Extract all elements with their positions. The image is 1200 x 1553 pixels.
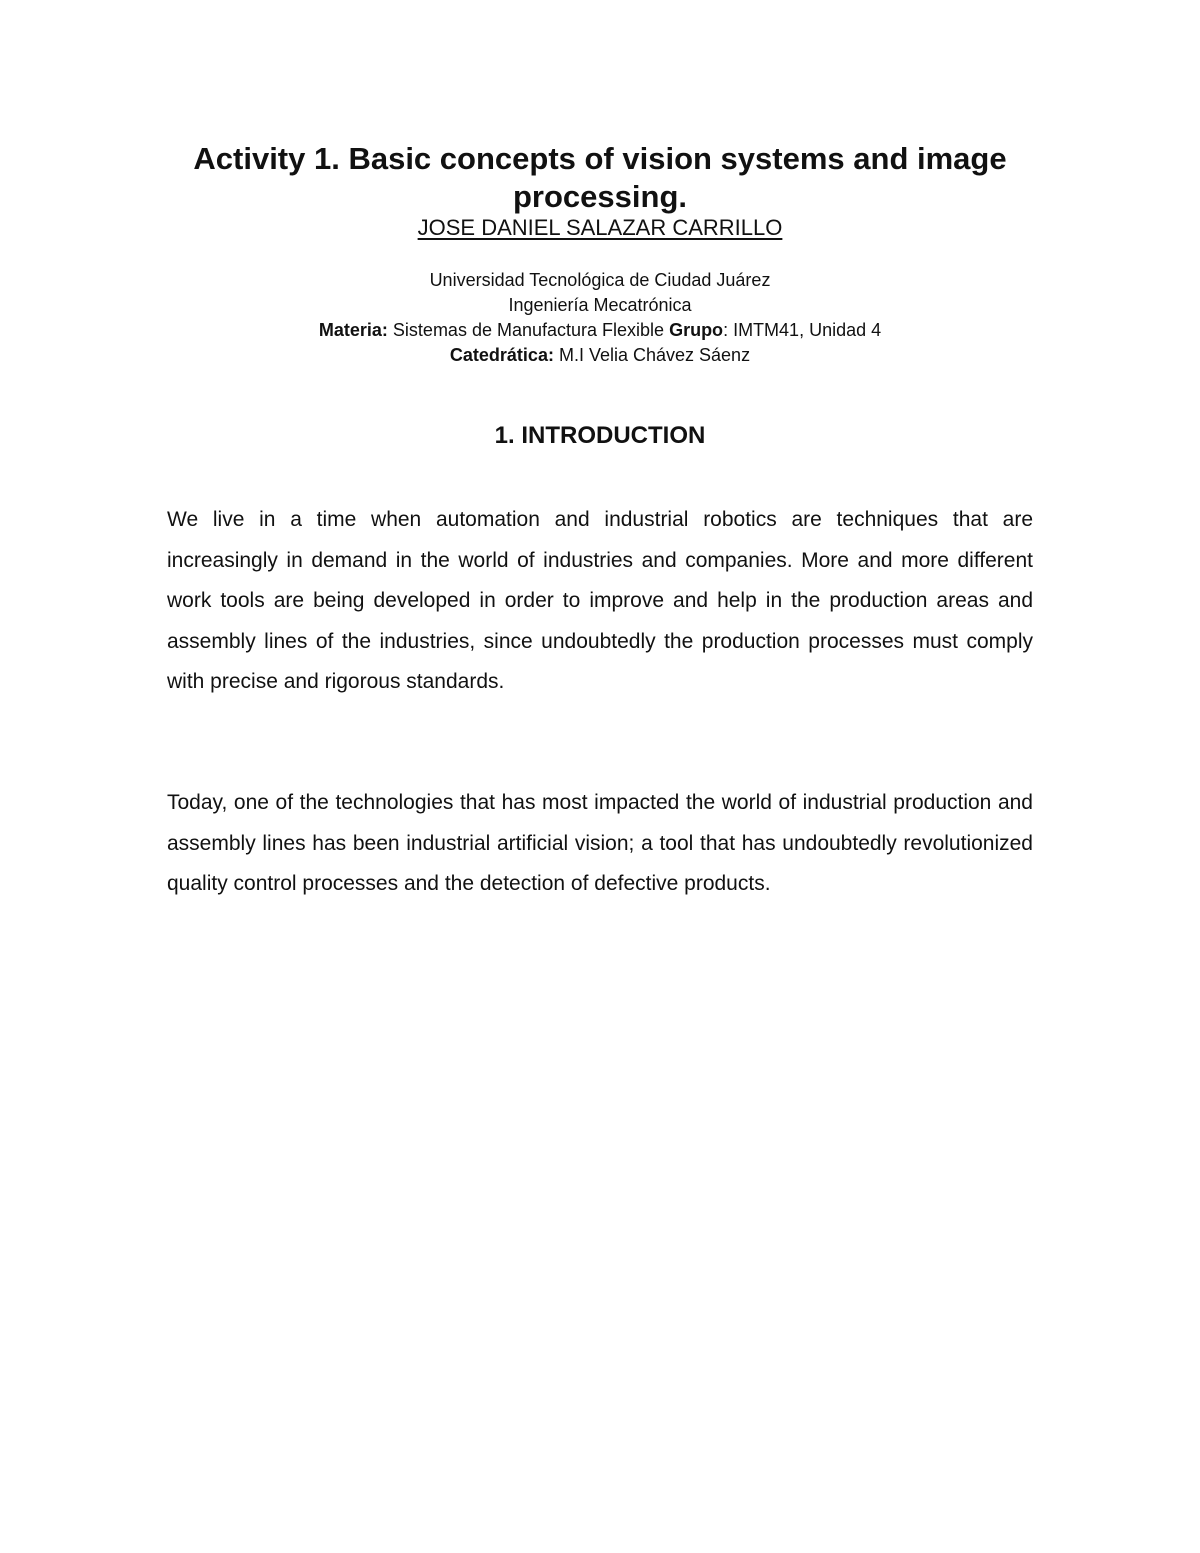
intro-paragraph: We live in a time when automation and industrial robotics are techniques that are increasingly in demand in the world of industries and companies. More and more different work tools are being developed in order to improve and help in the production areas and assembly lines of the industries, since undoubtedly the production processes must comply with precise and rigorous standards. xyxy=(167,508,1033,693)
affiliation-block xyxy=(150,268,1050,368)
grupo-label: Grupo xyxy=(669,320,724,340)
document-title: Activity 1. Basic concepts of vision systems and image processing. xyxy=(193,141,1007,214)
course-line xyxy=(150,318,1050,343)
grupo-value: : IMTM41, Unidad 4 xyxy=(723,320,882,340)
author-line xyxy=(150,214,1050,242)
university-name: Universidad Tecnológica de Ciudad Juárez xyxy=(429,270,771,290)
materia-label: Materia: xyxy=(318,320,388,340)
body-paragraph: Today, one of the technologies that has most impacted the world of industrial production and assembly lines has been industrial artificial vision; a tool that has undoubtedly revolutionized quality control processes and the detection of defective products. xyxy=(167,791,1033,895)
section-heading: 1. INTRODUCTION xyxy=(494,422,706,449)
author-name: JOSE DANIEL SALAZAR CARRILLO xyxy=(417,215,783,240)
program-name: Ingeniería Mecatrónica xyxy=(508,295,692,315)
catedratica-label: Catedrática: xyxy=(449,345,554,365)
catedratica-value: M.I Velia Chávez Sáenz xyxy=(558,345,751,365)
instructor-line xyxy=(150,343,1050,368)
materia-value: Sistemas de Manufactura Flexible xyxy=(392,320,665,340)
